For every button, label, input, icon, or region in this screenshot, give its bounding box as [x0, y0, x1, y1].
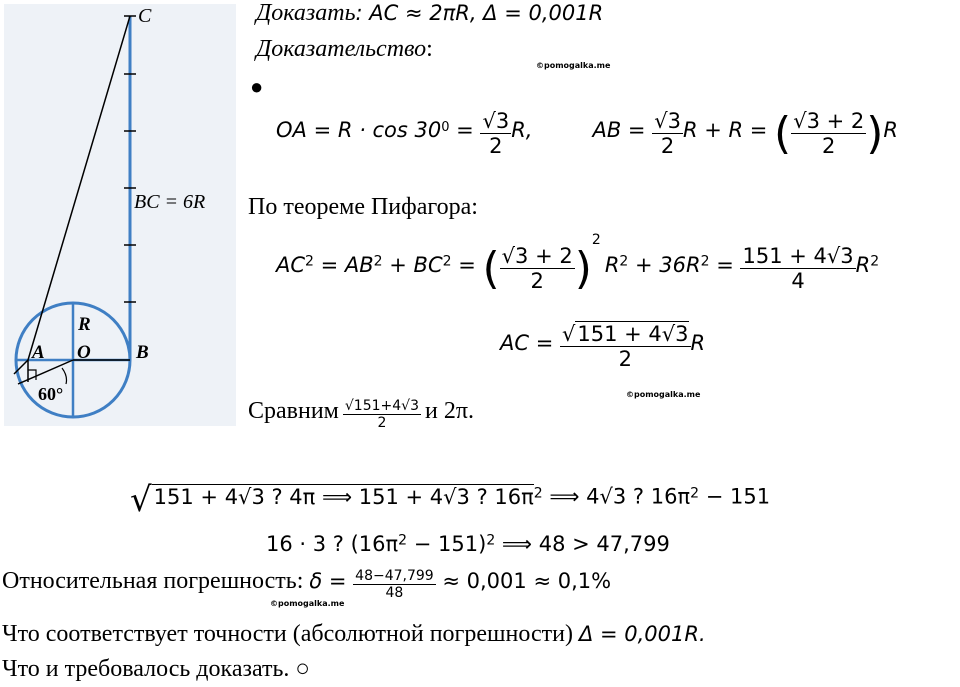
oa-exp: 0: [441, 119, 450, 135]
frac-ab-2: $\frac{√3 + 2}{2}$: [793, 109, 865, 158]
frac-ac: $\frac{√151 + 4√3}{2}$: [561, 322, 689, 371]
label-angle: 60°: [38, 384, 64, 404]
proof-label: Доказательство: [256, 36, 427, 62]
watermark-3: ©pomogalka.me: [270, 599, 345, 608]
oa-left: OA = R · cos 30: [276, 118, 442, 143]
geometry-figure: [4, 4, 236, 426]
oa-r: R,: [511, 118, 533, 143]
proof-line: [256, 36, 433, 63]
given-label: Доказать: [256, 0, 356, 26]
frac-sqrt3-over-2: $\frac{√3}{2}$: [482, 109, 510, 158]
frac-relative: $\frac{48-47,799}{48}$: [355, 568, 434, 601]
ab-left: AB =: [592, 118, 653, 143]
watermark-2: ©pomogalka.me: [626, 390, 701, 399]
label-b: B: [136, 342, 149, 363]
label-o: O: [77, 342, 91, 363]
chain-line-1: √151 + 4√3 ? 4π ⟹ 151 + 4√3 ? 16π2 ⟹ 4√3 ? 16π2 − 151: [130, 480, 771, 520]
compare-line: Сравним $\frac{√151+4√3}{2}$ и 2π.: [248, 398, 474, 431]
ac-line: AC = $\frac{√151 + 4√3}{2}$ R: [500, 322, 706, 371]
pythagoras-line: По теореме Пифагора:: [248, 194, 478, 220]
frac-compare: $\frac{√151+4√3}{2}$: [344, 398, 419, 431]
oa-ab-line: OA = $R \cdot \cos 30^0$ = $\frac{√3}{2}$ R, AB = $\frac{√3}{2}$ R + R = ( $\frac{√3 + 2}{2}$ )R: [276, 108, 899, 159]
oa-eq: =: [449, 118, 481, 143]
proof-colon: :: [426, 36, 433, 62]
label-r: R: [78, 314, 91, 335]
ab-r: R: [883, 118, 899, 143]
relative-error-line: Относительная погрешность: δ = $\frac{48-47,799}{48}$ ≈ 0,001 ≈ 0,1%: [2, 568, 612, 601]
label-a: A: [32, 342, 45, 363]
absolute-error-line: Что соответствует точности (абсолютной погрешности) Δ = 0,001R.: [2, 621, 706, 647]
label-c: C: [138, 5, 152, 27]
ab-mid: R + R =: [682, 118, 775, 143]
frac-ac2-2: $\frac{151 + 4√3}{4}$: [742, 243, 854, 293]
bullet: ●: [250, 74, 264, 99]
qed-line: Что и требовалось доказать. ○: [2, 656, 310, 682]
frac-ac2-1: $\frac{√3 + 2}{2}$: [501, 243, 573, 293]
given-line: [256, 0, 603, 27]
given-expression: : AC ≈ 2πR, Δ = 0,001R: [355, 1, 604, 25]
label-bc: BC = 6R: [134, 191, 206, 213]
chain-line-2: 16 · 3 ? (16π2 − 151)2 ⟹ 48 > 47,799: [266, 532, 670, 556]
frac-ab-1: $\frac{√3}{2}$: [654, 109, 681, 158]
watermark: ©pomogalka.me: [536, 61, 611, 70]
ac2-line: AC2 = AB2 + BC2 = ( $\frac{√3 + 2}{2}$ )2 R2 + 36R2 = $\frac{151 + 4√3}{4}$ R2: [276, 232, 880, 294]
